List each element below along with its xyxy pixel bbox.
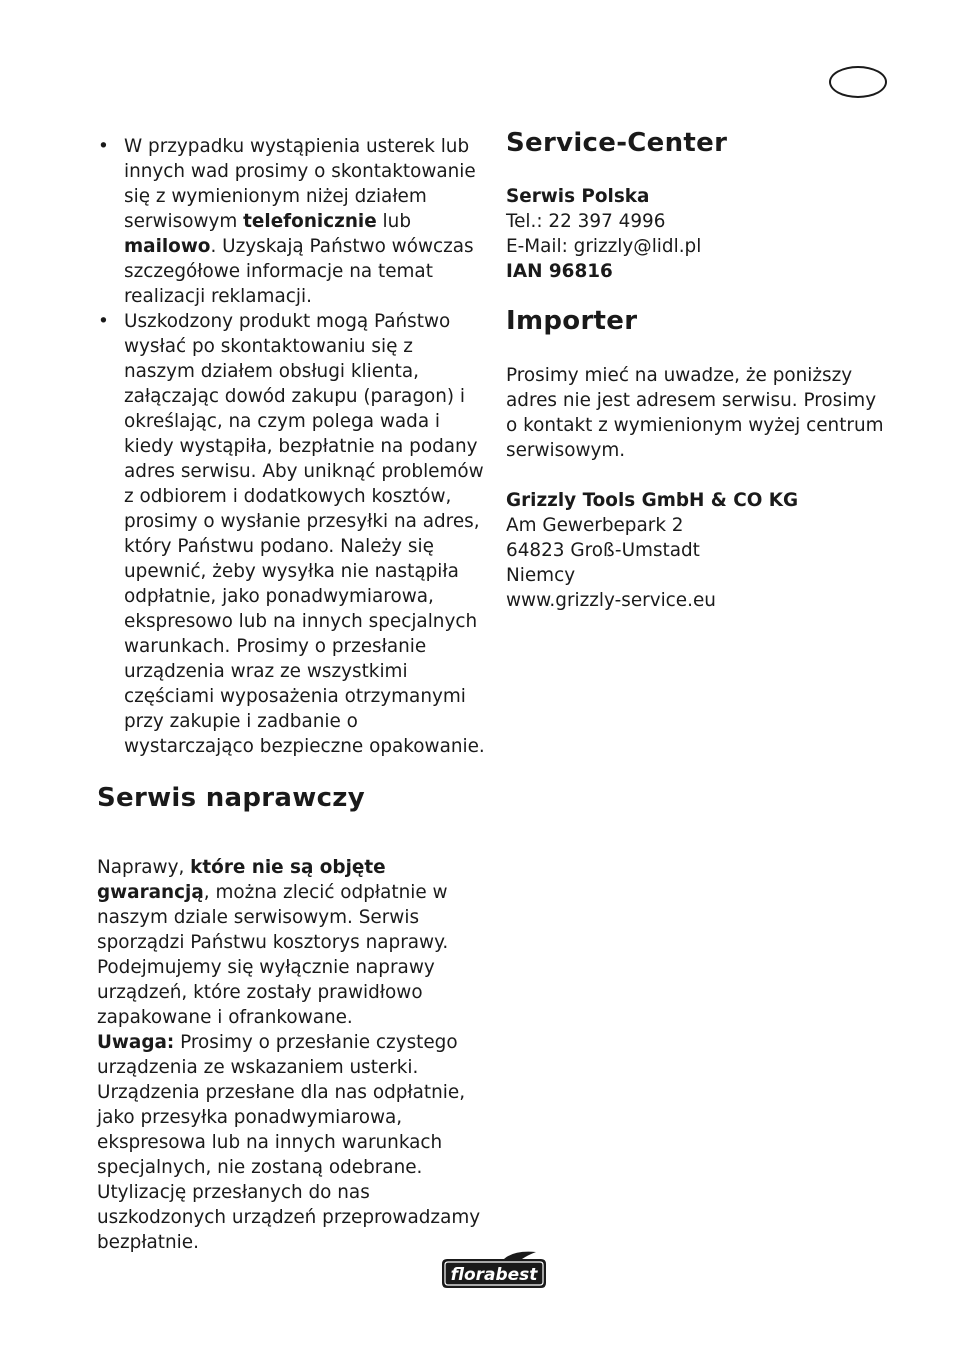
repair-service-section: [97, 781, 487, 1255]
language-badge: [829, 66, 887, 98]
bullet1-bold-phone: telefonicznie: [243, 211, 377, 232]
importer-notice: Prosimy mieć na uwadze, że poniższy adres nie jest adresem serwisu. Prosimy o kontakt z wymienionym wyżej centrum serwisowym.: [506, 365, 884, 461]
service-phone: Tel.: 22 397 4996: [506, 211, 666, 232]
bullet1-text-b: lub: [376, 211, 411, 232]
logo-text: florabest: [450, 1265, 538, 1285]
repair-p2: Podejmujemy się wyłącznie naprawy urządzeń, które zostały prawidłowo zapakowane i ofrankowane.: [97, 957, 435, 1028]
repair-p4: Utylizację przesłanych do nas uszkodzonych urządzeń przeprowadzamy bezpłatnie.: [97, 1182, 481, 1253]
bullet1-bold-mail: mailowo: [124, 236, 211, 257]
company-website: www.grizzly-service.eu: [506, 590, 716, 611]
bullet-contact-service: [97, 134, 487, 309]
service-name: Serwis Polska: [506, 186, 650, 207]
ian-number: IAN 96816: [506, 261, 613, 282]
importer-heading: Importer: [506, 306, 638, 336]
service-email: E-Mail: grizzly@lidl.pl: [506, 236, 702, 257]
right-column: [506, 126, 886, 613]
company-name: Grizzly Tools GmbH & CO KG: [506, 490, 799, 511]
bullet1-text-a: W przypadku wystąpienia usterek lub innych wad prosimy o skontaktowanie się z wymienionym niżej działem serwisowym: [124, 136, 476, 232]
bullet1-text-c: . Uzyskają Państwo wówczas szczegółowe informacje na temat realizacji reklamacji.: [124, 236, 474, 307]
warranty-bullet-list: [97, 134, 487, 759]
service-contact-block: [506, 184, 886, 284]
company-street: Am Gewerbepark 2: [506, 515, 684, 536]
repair-p1-c: , można zlecić odpłatnie w naszym dziale serwisowym. Serwis sporządzi Państwu kosztorys naprawy.: [97, 882, 449, 953]
left-column: [97, 134, 487, 1255]
company-country: Niemcy: [506, 565, 576, 586]
repair-note-text: Prosimy o przesłanie czystego urządzenia ze wskazaniem usterki. Urządzenia przesłane dla nas odpłatnie, jako przesyłka ponadwymiarowa, ekspresowa lub na innych warunkach specjalnych, nie zostaną odebrane.: [97, 1032, 466, 1178]
florabest-logo: [438, 1250, 550, 1290]
repair-service-heading: Serwis naprawczy: [97, 783, 365, 813]
company-city: 64823 Groß-Umstadt: [506, 540, 700, 561]
repair-service-text: [97, 855, 487, 1255]
repair-p1-bold: które nie są objęte gwarancją: [97, 857, 386, 903]
repair-note-label: Uwaga:: [97, 1032, 175, 1053]
bullet-send-product: • Uszkodzony produkt mogą Państwo wysłać po skontaktowaniu się z naszym działem obsługi klienta, załączając dowód zakupu (paragon) i określając, na czym polega wada i kiedy wystąpiła, bezpłatnie na podany adres serwisu. Aby uniknąć problemów z odbiorem i dodatkowych kosztów, prosimy o wysłanie przesyłki na adres, który Państwu podano. Należy się upewnić, żeby wysyłka nie nastąpiła odpłatnie, jako ponadwymiarowa, ekspresowo lub na innych specjalnych warunkach. Prosimy o przesłanie urządzenia wraz ze wszystkimi częściami wyposażenia otrzymanymi przy zakupie i zadbanie o wystarczająco bezpieczne opakowanie.: [97, 309, 487, 759]
repair-p1-a: Naprawy,: [97, 857, 191, 878]
service-center-heading: Service-Center: [506, 128, 728, 158]
importer-address: [506, 488, 886, 613]
